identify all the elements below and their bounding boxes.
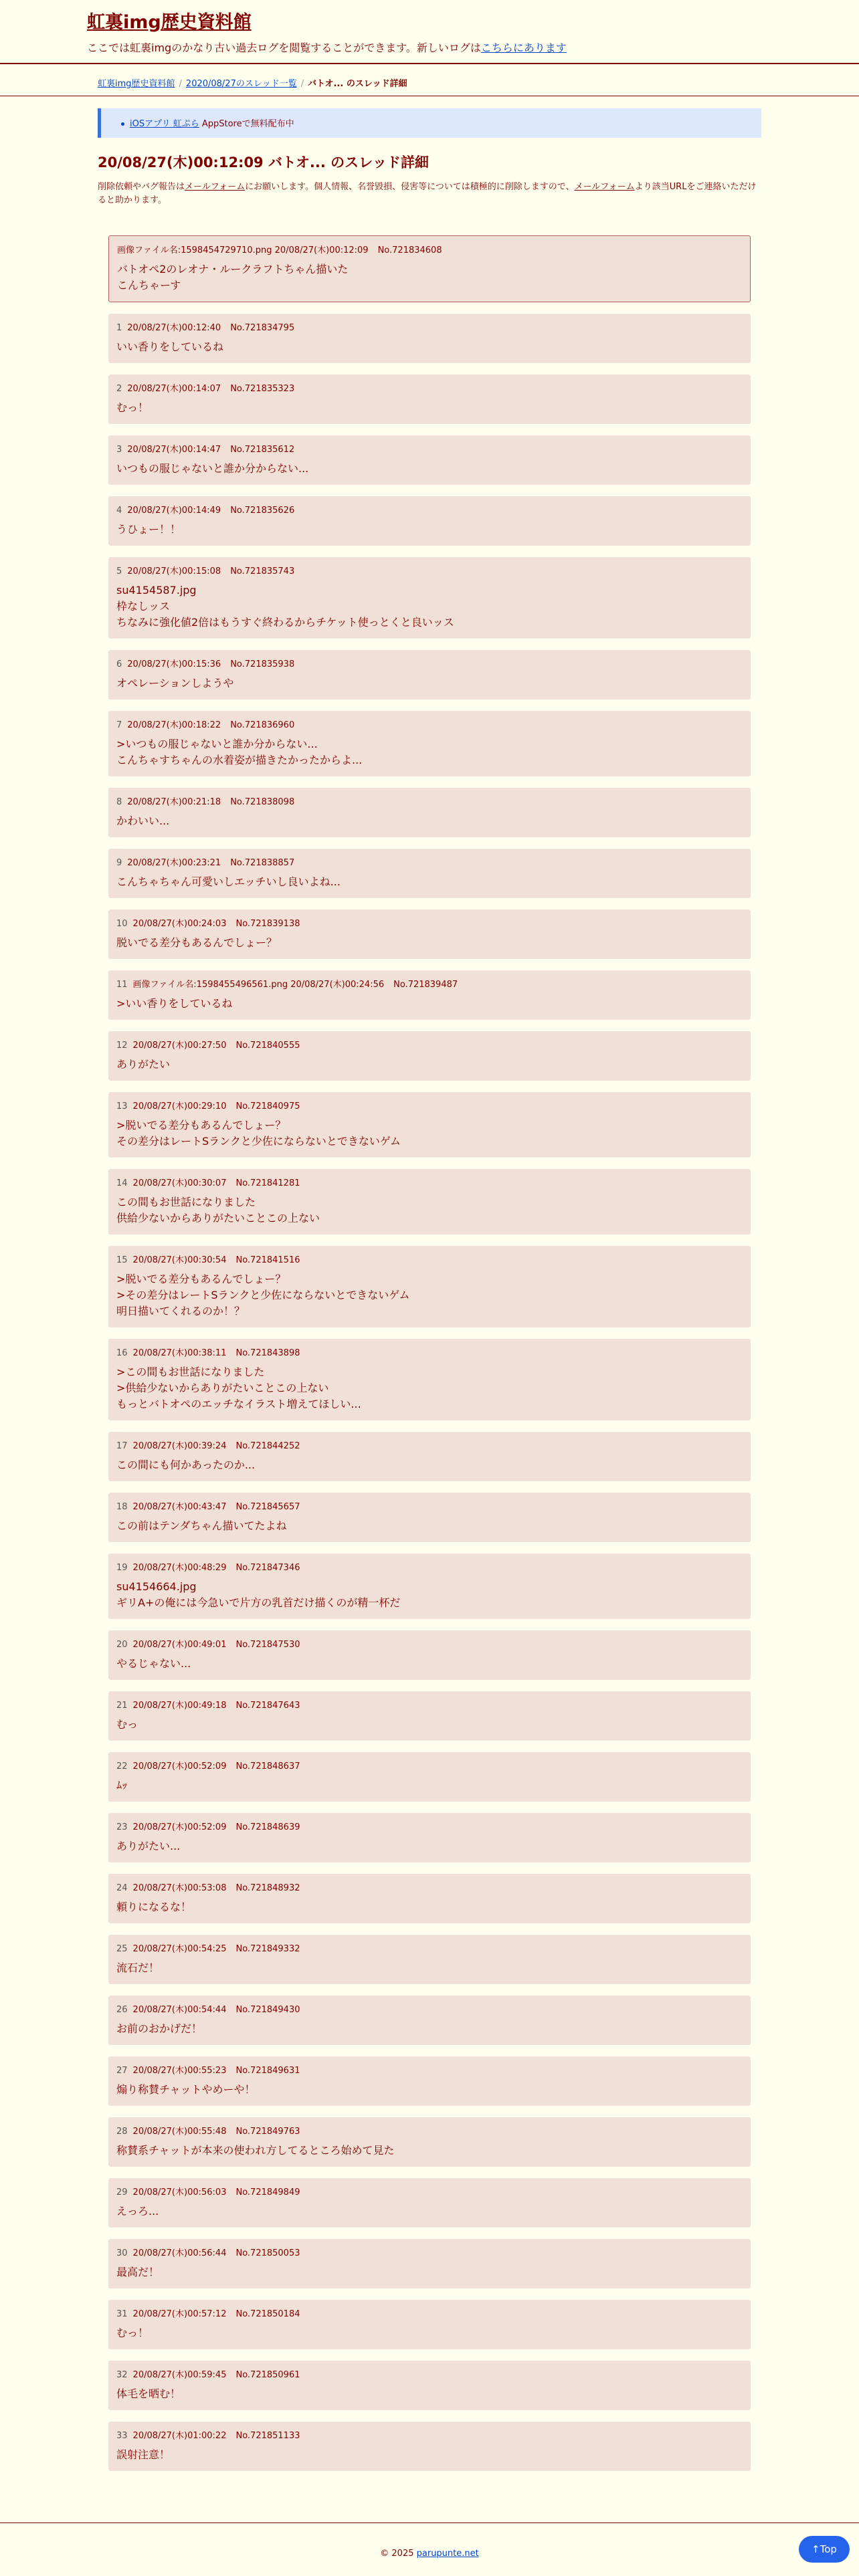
notice-text: AppStoreで無料配布中 [201,119,294,129]
post-index: 19 [116,1563,128,1573]
post-line: こんちゃちゃん可愛いしエッチいし良いよね... [116,875,341,888]
description-text: にお願いします。個人情報、名誉毀損、侵害等については積極的に削除しますので、 [245,182,575,192]
reply-post [108,1169,751,1235]
post-line: もっとバトオペのエッチなイラスト増えてほしい... [116,1398,361,1410]
post-body [116,1838,743,1854]
post-body [116,935,743,951]
post-body [116,1579,743,1611]
post-line: >いつもの服じゃないと誰か分からない... [116,738,318,750]
new-logs-link[interactable]: こちらにあります [480,41,567,54]
post-meta [116,2430,743,2443]
post-number: No.721835938 [230,659,295,669]
post-header: 20/08/27(木)00:14:49 [127,506,221,516]
post-number: No.721847530 [235,1640,300,1650]
post-line: お前のおかげだ！ [116,2022,203,2035]
post-number: No.721845657 [235,1502,300,1512]
post-header: 20/08/27(木)00:38:11 [132,1348,227,1358]
post-meta [116,857,743,870]
post-line: バトオペ2のレオナ・ルークラフトちゃん描いた [117,263,349,276]
post-line: 流石だ！ [116,1961,160,1974]
post-index: 33 [116,2431,128,2441]
post-header: 20/08/27(木)00:48:29 [132,1563,227,1573]
post-line: >その差分はレートSランクと少佐にならないとできないゲム [116,1289,410,1301]
post-index: 18 [116,1502,128,1512]
post-header: 20/08/27(木)00:30:54 [132,1255,227,1265]
post-meta [116,2186,743,2199]
reply-post [108,788,751,837]
intro-message: ここでは虹裏imgのかなり古い過去ログを閲覧することができます。新しいログは [87,41,481,54]
copyright: © 2025 [380,2549,414,2559]
app-notice [98,108,761,138]
post-body [116,1364,743,1412]
post-index: 7 [116,720,122,730]
post-meta [116,2369,743,2382]
back-to-top-button[interactable]: ↑Top [799,2536,850,2563]
post-meta [116,1562,743,1575]
post-index: 25 [116,1944,128,1954]
reply-post [108,650,751,700]
post-number: No.721839487 [393,980,458,990]
post-body [116,1457,743,1473]
post-header: 20/08/27(木)00:55:23 [132,2066,227,2076]
reply-post [108,849,751,898]
post-index: 15 [116,1255,128,1265]
post-meta [116,1347,743,1360]
reply-post [108,1752,751,1802]
post-meta [116,565,743,578]
mail-form-link[interactable]: メールフォーム [185,182,246,192]
post-body [116,675,743,691]
post-body [116,2204,743,2220]
reply-post [108,1092,751,1158]
post-meta [117,244,742,257]
post-index: 32 [116,2370,128,2380]
post-line: むっ！ [116,401,149,414]
post-line: >供給少ないからありがたいことこの上ない [116,1382,329,1394]
post-number: No.721850961 [235,2370,300,2380]
post-index: 9 [116,858,122,868]
post-number: No.721848639 [235,1822,300,1832]
post-line: 脱いでる差分もあるんでしょー？ [116,936,278,949]
post-meta [116,2247,743,2260]
post-line: こんちゃーす [117,279,181,292]
description-text: 削除依頼やバグ報告は [98,182,185,192]
post-body [116,522,743,538]
reply-post [108,1874,751,1923]
post-meta [116,918,743,931]
post-index: 16 [116,1348,128,1358]
post-index: 27 [116,2066,128,2076]
reply-post [108,970,751,1020]
post-line: その差分はレートSランクと少佐にならないとできないゲム [116,1135,401,1148]
post-line: ギリA+の俺には今急いで片方の乳首だけ描くのが精一杯だ [116,1596,401,1609]
post-header: 20/08/27(木)00:53:08 [132,1883,227,1893]
site-header [0,0,859,64]
post-meta [116,2125,743,2139]
post-meta [116,2004,743,2017]
post-header: 20/08/27(木)00:49:01 [132,1640,227,1650]
post-header: 20/08/27(木)00:49:18 [132,1701,227,1711]
post-meta [116,1882,743,1895]
post-number: No.721840555 [235,1041,300,1051]
post-number: No.721836960 [230,720,295,730]
site-title-link[interactable]: 虹裏img歴史資料館 [87,12,252,33]
post-meta [116,443,743,457]
post-index: 23 [116,1822,128,1832]
post-body [116,2264,743,2280]
post-line: むっ [116,1718,138,1731]
post-body [116,996,743,1012]
post-meta [116,504,743,518]
post-body [116,1271,743,1319]
post-number: No.721835626 [230,506,295,516]
post-number: No.721841281 [235,1178,300,1188]
reply-post [108,557,751,639]
post-body [116,400,743,416]
reply-post [108,2178,751,2228]
post-header: 画像ファイル名:1598454729710.png 20/08/27(木)00:12:09 [117,245,369,255]
post-number: No.721839138 [235,919,300,929]
post-meta [116,978,743,992]
post-header: 20/08/27(木)00:18:22 [127,720,221,730]
post-number: No.721849849 [235,2187,300,2197]
post-body [116,2021,743,2037]
post-header: 20/08/27(木)00:56:03 [132,2187,227,2197]
post-body [116,1717,743,1733]
post-line: 体毛を晒む！ [116,2387,181,2400]
post-line: かわいい... [116,815,170,827]
reply-post [108,374,751,424]
post-number: No.721849631 [235,2066,300,2076]
breadcrumb-home[interactable]: 虹裏img歴史資料館 [98,79,175,89]
post-index: 21 [116,1701,128,1711]
post-line: この間もお世話になりました [116,1196,256,1208]
post-number: No.721851133 [235,2431,300,2441]
post-body [116,2386,743,2402]
post-header: 20/08/27(木)00:52:09 [132,1761,227,1772]
post-body [116,582,743,631]
post-body [116,736,743,768]
post-header: 20/08/27(木)00:39:24 [132,1441,227,1451]
op-post [108,235,751,302]
post-body [116,2447,743,2463]
post-line: 枠なしッス [116,600,171,613]
post-line: 明日描いてくれるのか！？ [116,1305,246,1317]
post-line: su4154664.jpg [116,1580,197,1593]
post-number: No.721835323 [230,384,295,394]
post-header: 20/08/27(木)00:14:47 [127,445,221,455]
post-line: 煽り称賛チャットやめーや！ [116,2083,256,2096]
breadcrumb-thread-list[interactable]: 2020/08/27のスレッド一覧 [185,79,297,89]
site-footer [0,2523,859,2576]
post-line: >いい香りをしているね [116,997,233,1010]
post-header: 20/08/27(木)00:56:44 [132,2248,227,2258]
description-text: より該当URLをご連絡いただけると助かります。 [98,182,757,205]
reply-post [108,435,751,485]
post-number: No.721843898 [235,1348,300,1358]
post-index: 2 [116,384,122,394]
post-body [116,2325,743,2341]
post-header: 20/08/27(木)00:15:08 [127,566,221,576]
site-title [87,9,859,36]
post-index: 17 [116,1441,128,1451]
post-number: No.721844252 [235,1441,300,1451]
post-header: 20/08/27(木)00:29:10 [132,1101,227,1111]
post-index: 5 [116,566,122,576]
post-header: 20/08/27(木)00:12:40 [127,323,221,333]
post-body [116,2082,743,2098]
post-index: 31 [116,2309,128,2319]
post-body [116,1960,743,1976]
post-header: 20/08/27(木)01:00:22 [132,2431,227,2441]
thread-description [98,181,761,207]
post-header: 20/08/27(木)00:59:45 [132,2370,227,2380]
post-line: いつもの服じゃないと誰か分からない... [116,462,309,475]
post-body [116,339,743,355]
post-line: ありがたい [116,1058,171,1071]
post-header: 20/08/27(木)00:27:50 [132,1041,227,1051]
post-line: 供給少ないからありがたいことこの上ない [116,1212,320,1224]
post-index: 26 [116,2005,128,2015]
post-number: No.721850053 [235,2248,300,2258]
post-body [116,1117,743,1150]
post-number: No.721847346 [235,1563,300,1573]
post-line: ﾑｯ [116,1779,128,1792]
post-line: こんちゃすちゃんの水着姿が描きたかったからよ... [116,754,363,766]
breadcrumb-separator: / [300,79,304,89]
post-header: 20/08/27(木)00:30:07 [132,1178,227,1188]
post-header: 20/08/27(木)00:57:12 [132,2309,227,2319]
post-line: 頼りになるな！ [116,1901,192,1913]
post-meta [116,1760,743,1774]
post-number: No.721850184 [235,2309,300,2319]
reply-post [108,1031,751,1081]
ios-app-link[interactable]: iOSアプリ 虹ぷら [130,119,199,129]
reply-post [108,1813,751,1862]
post-body [116,1656,743,1672]
post-line: 誤射注意！ [116,2448,171,2461]
post-line: えっろ... [116,2205,159,2218]
post-line: やるじゃない... [116,1657,191,1670]
reply-post [108,1553,751,1619]
post-line: 最高だ！ [116,2266,160,2278]
post-meta [116,1254,743,1267]
post-number: No.721838857 [230,858,295,868]
post-number: No.721849430 [235,2005,300,2015]
post-line: この前はテンダちゃん描いてたよね [116,1519,287,1532]
reply-post [108,909,751,959]
post-meta [116,322,743,335]
post-number: No.721848637 [235,1761,300,1772]
post-number: No.721834608 [377,245,442,255]
breadcrumb-current: バトオ... のスレッド詳細 [308,79,407,89]
reply-post [108,1432,751,1481]
post-line: ちなみに強化値2倍はもうすぐ終わるからチケット使っとくと良いッス [116,616,454,629]
post-number: No.721840975 [235,1101,300,1111]
post-meta [116,1699,743,1713]
post-index: 20 [116,1640,128,1650]
post-meta [116,1501,743,1514]
reply-post [108,1493,751,1542]
post-number: No.721849763 [235,2127,300,2137]
breadcrumb-separator: / [179,79,182,89]
post-number: No.721835612 [230,445,295,455]
post-index: 11 [116,980,128,990]
post-meta [116,1943,743,1956]
post-body [116,1518,743,1534]
post-header: 20/08/27(木)00:52:09 [132,1822,227,1832]
reply-post [108,1339,751,1420]
post-index: 22 [116,1761,128,1772]
post-meta [116,2064,743,2078]
post-line: むっ！ [116,2327,149,2339]
reply-post [108,496,751,546]
post-meta [116,383,743,396]
reply-post [108,2117,751,2167]
post-index: 24 [116,1883,128,1893]
post-index: 13 [116,1101,128,1111]
post-index: 30 [116,2248,128,2258]
post-header: 20/08/27(木)00:43:47 [132,1502,227,1512]
post-meta [116,1440,743,1453]
post-meta [116,1821,743,1834]
post-index: 29 [116,2187,128,2197]
post-line: su4154587.jpg [116,584,197,597]
post-line: >脱いでる差分もあるんでしょー？ [116,1119,286,1132]
post-meta [116,796,743,809]
post-index: 6 [116,659,122,669]
reply-post [108,711,751,776]
post-line: >この間もお世話になりました [116,1366,265,1378]
post-meta [116,1039,743,1053]
post-number: No.721841516 [235,1255,300,1265]
post-body [116,1194,743,1226]
post-header: 20/08/27(木)00:54:25 [132,1944,227,1954]
post-index: 28 [116,2127,128,2137]
post-index: 14 [116,1178,128,1188]
post-meta [116,1638,743,1652]
post-meta [116,658,743,671]
post-body [116,461,743,477]
post-line: うひょー！！ [116,523,181,536]
post-number: No.721848932 [235,1883,300,1893]
post-index: 4 [116,506,122,516]
post-index: 1 [116,323,122,333]
post-header: 20/08/27(木)00:55:48 [132,2127,227,2137]
post-index: 12 [116,1041,128,1051]
page-title: 20/08/27(木)00:12:09 バトオ... のスレッド詳細 [98,154,429,171]
reply-post [108,314,751,363]
post-number: No.721834795 [230,323,295,333]
post-header: 20/08/27(木)00:14:07 [127,384,221,394]
reply-post [108,1630,751,1680]
footer-link[interactable]: parupunte.net [416,2549,479,2559]
post-body [116,1778,743,1794]
intro-text [87,40,859,56]
post-meta [116,719,743,732]
post-line: >脱いでる差分もあるんでしょー？ [116,1273,286,1285]
post-index: 10 [116,919,128,929]
bullet-icon [121,122,124,126]
post-header: 20/08/27(木)00:15:36 [127,659,221,669]
post-body [116,2143,743,2159]
post-meta [116,1100,743,1113]
post-body [116,874,743,890]
post-line: いい香りをしているね [116,340,224,353]
reply-post [108,2300,751,2349]
reply-post [108,1996,751,2045]
post-header: 画像ファイル名:1598455496561.png 20/08/27(木)00:24:56 [132,980,385,990]
reply-post [108,2056,751,2106]
post-number: No.721838098 [230,797,295,807]
post-meta [116,2308,743,2321]
post-index: 8 [116,797,122,807]
reply-post [108,1246,751,1327]
post-header: 20/08/27(木)00:54:44 [132,2005,227,2015]
post-line: 称賛系チャットが本来の使われ方してるところ始めて見た [116,2144,395,2157]
post-number: No.721849332 [235,1944,300,1954]
post-number: No.721847643 [235,1701,300,1711]
reply-post [108,2422,751,2471]
post-body [117,261,742,294]
post-header: 20/08/27(木)00:21:18 [127,797,221,807]
reply-post [108,2239,751,2288]
post-body [116,1057,743,1073]
post-line: オペレーションしようや [116,677,234,689]
post-meta [116,1177,743,1190]
post-line: ありがたい... [116,1840,181,1852]
post-header: 20/08/27(木)00:23:21 [127,858,221,868]
mail-form-link[interactable]: メールフォーム [574,182,635,192]
post-body [116,813,743,829]
reply-post [108,1691,751,1741]
reply-post [108,1935,751,1984]
reply-post [108,2361,751,2410]
post-list [108,235,751,2482]
breadcrumb [0,64,859,96]
post-line: この間にも何かあったのか... [116,1459,256,1471]
post-number: No.721835743 [230,566,295,576]
post-body [116,1899,743,1915]
post-header: 20/08/27(木)00:24:03 [132,919,227,929]
post-index: 3 [116,445,122,455]
